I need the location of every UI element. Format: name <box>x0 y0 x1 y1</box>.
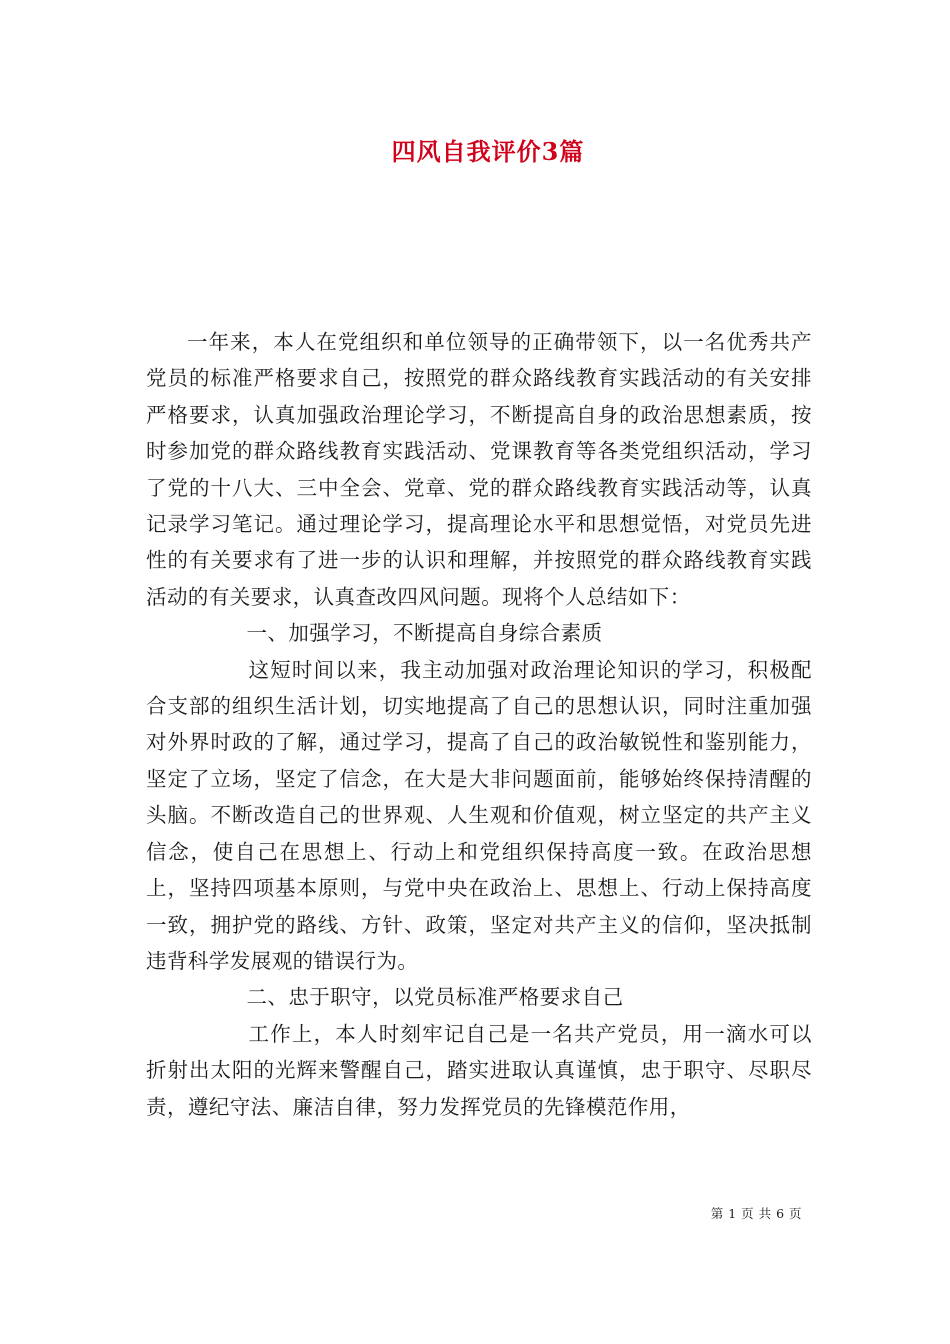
document-body <box>146 324 812 1125</box>
paragraph-section-2: 工作上，本人时刻牢记自己是一名共产党员，用一滴水可以折射出太阳的光辉来警醒自己，踏实进取认真谨慎，忠于职守、尽职尽责，遵纪守法、廉洁自律，努力发挥党员的先锋模范作用， <box>146 1021 812 1119</box>
page-number-footer: 第 1 页 共 6 页 <box>710 1206 802 1221</box>
section-heading-2: 二、忠于职守，以党员标准严格要求自己 <box>246 985 624 1010</box>
paragraph-intro: 一年来，本人在党组织和单位领导的正确带领下，以一名优秀共产党员的标准严格要求自己，按照党的群众路线教育实践活动的有关安排严格要求，认真加强政治理论学习，不断提高自身的政治思想素质，按时参加党的群众路线教育实践活动、党课教育等各类党组织活动，学习了党的十八大、三中全会、党章、党的群众路线教育实践活动等，认真记录学习笔记。通过理论学习，提高理论水平和思想觉悟，对党员先进性的有关要求有了进一步的认识和理解，并按照党的群众路线教育实践活动的有关要求，认真查改四风问题。现将个人总结如下： <box>146 330 812 609</box>
document-title: 四风自我评价3篇 <box>391 137 585 166</box>
paragraph-section-1: 这短时间以来，我主动加强对政治理论知识的学习，积极配合支部的组织生活计划，切实地提高了自己的思想认识，同时注重加强对外界时政的了解，通过学习，提高了自己的政治敏锐性和鉴别能力，坚定了立场，坚定了信念，在大是大非问题面前，能够始终保持清醒的头脑。不断改造自己的世界观、人生观和价值观，树立坚定的共产主义信念，使自己在思想上、行动上和党组织保持高度一致。在政治思想上，坚持四项基本原则，与党中央在政治上、思想上、行动上保持高度一致，拥护党的路线、方针、政策，坚定对共产主义的信仰，坚决抵制违背科学发展观的错误行为。 <box>146 657 812 973</box>
section-heading-1: 一、加强学习，不断提高自身综合素质 <box>246 621 603 646</box>
